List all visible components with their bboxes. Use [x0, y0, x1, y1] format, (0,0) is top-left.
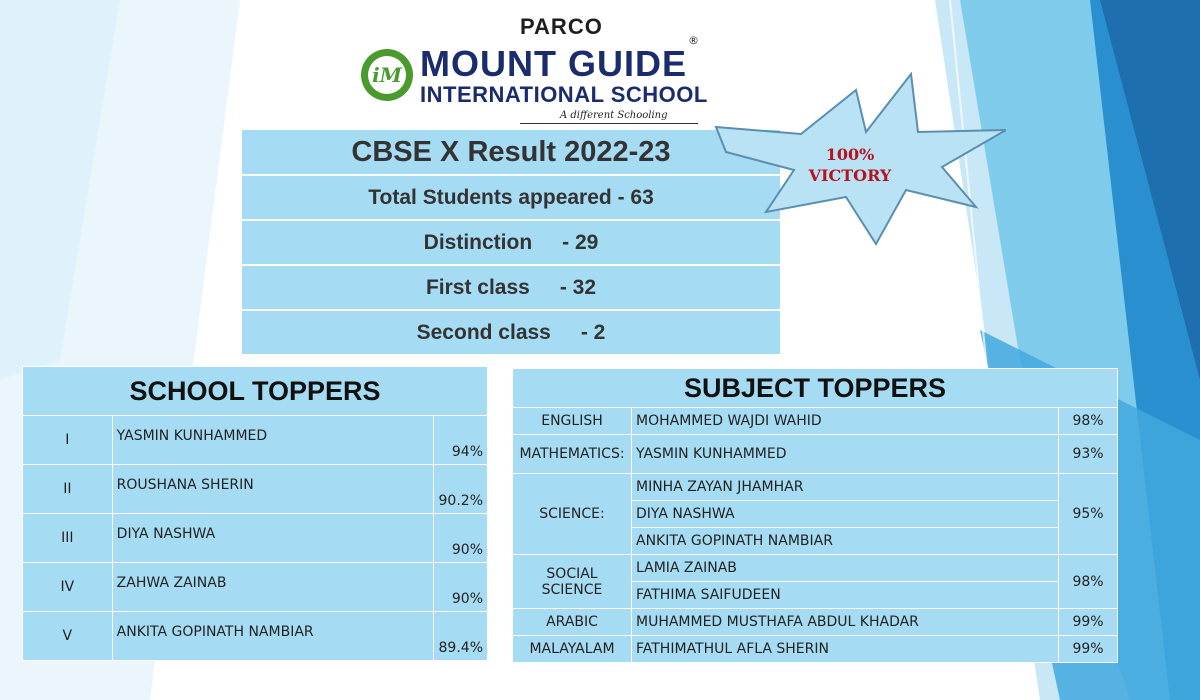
name-cell: FATHIMA SAIFUDEEN [632, 582, 1059, 609]
percent-cell: 99% [1059, 609, 1118, 636]
name-cell: MOHAMMED WAJDI WAHID [632, 408, 1059, 435]
percent-cell: 98% [1059, 555, 1118, 609]
subject-cell: MATHEMATICS: [513, 435, 632, 474]
summary-label: First class [425, 275, 530, 299]
school-name-line2: INTERNATIONAL SCHOOL [420, 82, 708, 107]
result-summary [242, 130, 780, 356]
table-row [23, 416, 488, 465]
name-cell: ROUSHANA SHERIN [112, 465, 433, 514]
victory-badge-text [790, 144, 910, 186]
school-tagline: A different Schooling [560, 110, 668, 121]
badge-line1: 100% [825, 145, 875, 164]
school-emblem-icon [360, 48, 414, 102]
result-title: CBSE X Result 2022-23 [242, 130, 780, 176]
name-cell: MUHAMMED MUSTHAFA ABDUL KHADAR [632, 609, 1059, 636]
percent-cell: 90% [434, 563, 488, 612]
subject-cell: MALAYALAM [513, 636, 632, 663]
summary-value: - 2 [580, 320, 606, 344]
name-cell: FATHIMATHUL AFLA SHERIN [632, 636, 1059, 663]
name-cell: YASMIN KUNHAMMED [112, 416, 433, 465]
name-cell: DIYA NASHWA [632, 501, 1059, 528]
percent-cell: 99% [1059, 636, 1118, 663]
subject-cell: SCIENCE: [513, 474, 632, 555]
rank-cell: IV [23, 563, 113, 612]
table-row [23, 563, 488, 612]
rank-cell: III [23, 514, 113, 563]
tagline-underline [520, 123, 698, 124]
rank-cell: II [23, 465, 113, 514]
summary-value: - 32 [559, 275, 597, 299]
table-row [23, 514, 488, 563]
name-cell: LAMIA ZAINAB [632, 555, 1059, 582]
subject-cell [513, 555, 632, 609]
summary-label: Second class [416, 320, 551, 344]
school-toppers-table [22, 366, 488, 661]
name-cell: ANKITA GOPINATH NAMBIAR [112, 612, 433, 661]
table-row [513, 555, 1118, 582]
name-cell: MINHA ZAYAN JHAMHAR [632, 474, 1059, 501]
subject-toppers-table [512, 368, 1118, 663]
summary-row-second-class [242, 311, 780, 356]
name-cell: YASMIN KUNHAMMED [632, 435, 1059, 474]
summary-row-total [242, 176, 780, 221]
parco-logo-text: PARCO [520, 14, 603, 39]
percent-cell: 98% [1059, 408, 1118, 435]
subject-cell: ENGLISH [513, 408, 632, 435]
subject-line1: SOCIAL [546, 565, 598, 582]
percent-cell: 90% [434, 514, 488, 563]
name-cell: ZAHWA ZAINAB [112, 563, 433, 612]
table-row [23, 465, 488, 514]
subject-cell: ARABIC [513, 609, 632, 636]
name-cell: DIYA NASHWA [112, 514, 433, 563]
table-row [513, 435, 1118, 474]
emblem-text: iM [372, 63, 402, 87]
table-row [513, 636, 1118, 663]
table-row [513, 474, 1118, 501]
summary-label: Distinction [423, 230, 533, 254]
subject-line2: SCIENCE [541, 581, 603, 598]
summary-row-first-class [242, 266, 780, 311]
rank-cell: V [23, 612, 113, 661]
rank-cell: I [23, 416, 113, 465]
percent-cell: 95% [1059, 474, 1118, 555]
table-row [513, 609, 1118, 636]
subject-toppers-title: SUBJECT TOPPERS [513, 369, 1118, 408]
table-row [513, 408, 1118, 435]
summary-value: - 29 [562, 230, 599, 254]
summary-label: Total Students appeared - 63 [368, 185, 654, 209]
table-row [23, 612, 488, 661]
name-cell: ANKITA GOPINATH NAMBIAR [632, 528, 1059, 555]
percent-cell: 93% [1059, 435, 1118, 474]
percent-cell: 89.4% [434, 612, 488, 661]
percent-cell: 90.2% [434, 465, 488, 514]
school-name-line1: MOUNT GUIDE [420, 43, 687, 84]
percent-cell: 94% [434, 416, 488, 465]
badge-line2: VICTORY [808, 166, 892, 185]
summary-row-distinction [242, 221, 780, 266]
school-toppers-title: SCHOOL TOPPERS [23, 367, 488, 416]
registered-mark: ® [688, 34, 699, 47]
